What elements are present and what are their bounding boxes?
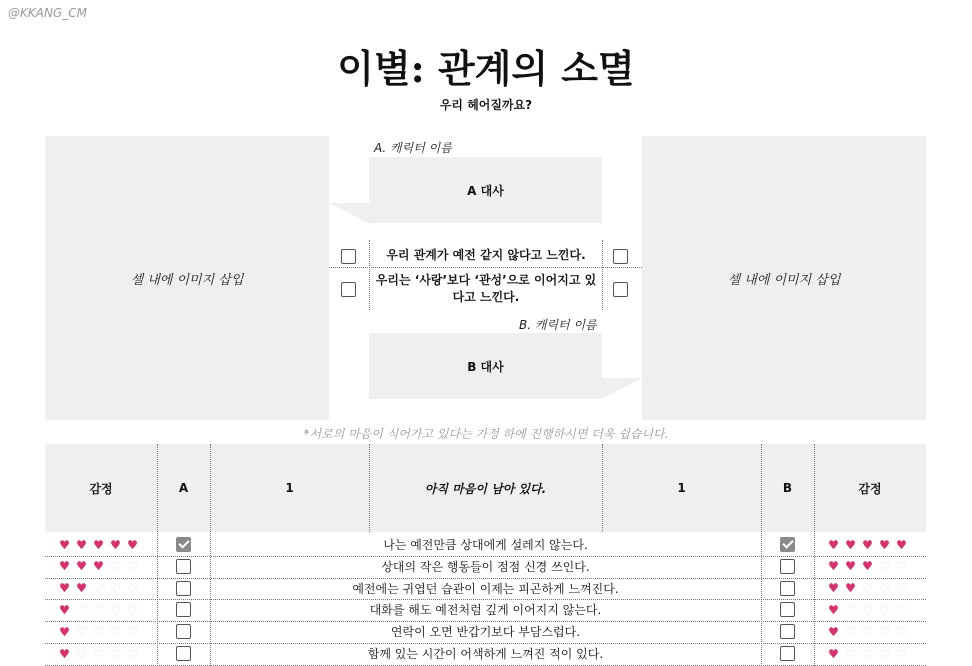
light-heart-icon: ♡ [127, 581, 138, 596]
broken-heart-icon: ♥ [59, 602, 70, 617]
light-heart-icon: ♡ [76, 624, 87, 639]
light-heart-icon: ♡ [93, 602, 104, 617]
header-b-score: 1 [602, 444, 761, 532]
broken-heart-icon: ♥ [59, 559, 70, 574]
row-b-checkbox[interactable] [780, 537, 795, 552]
light-heart-icon: ♡ [845, 602, 856, 617]
light-heart-icon: ♡ [879, 581, 890, 596]
row-a-checkbox[interactable] [176, 559, 191, 574]
emotion-hearts-right [826, 578, 909, 599]
emotion-hearts-left [57, 578, 140, 599]
table-column-divider [369, 444, 370, 532]
emotion-hearts-left [57, 599, 140, 620]
light-heart-icon: ♡ [879, 602, 890, 617]
header-emotion-left: 감정 [45, 444, 157, 532]
dialogue-bubble-a[interactable] [369, 157, 602, 223]
row-b-checkbox[interactable] [780, 559, 795, 574]
broken-heart-icon: ♥ [93, 537, 104, 552]
header-a: A [157, 444, 210, 532]
light-heart-icon: ♡ [110, 624, 121, 639]
table-column-divider [602, 444, 603, 532]
page-title: 이별: 관계의 소멸 [337, 46, 635, 91]
light-heart-icon: ♡ [127, 559, 138, 574]
broken-heart-icon: ♥ [845, 581, 856, 596]
instruction-note: *서로의 마음이 식어가고 있다는 가정 하에 진행하시면 더욱 쉽습니다. [303, 427, 669, 441]
statement-1-b-checkbox[interactable] [613, 249, 628, 264]
broken-heart-icon: ♥ [828, 624, 839, 639]
row-a-checkbox[interactable] [176, 581, 191, 596]
table-row-text: 연락이 오면 반갑기보다 부담스럽다. [390, 625, 581, 640]
row-a-checkbox[interactable] [176, 537, 191, 552]
statement-divider [602, 240, 603, 310]
header-b: B [761, 444, 814, 532]
header-emotion-right: 감정 [814, 444, 926, 532]
dialogue-bubble-b[interactable] [369, 333, 602, 399]
light-heart-icon: ♡ [862, 624, 873, 639]
statement-divider [329, 267, 642, 268]
row-b-checkbox[interactable] [780, 646, 795, 661]
emotion-hearts-left [57, 643, 140, 664]
broken-heart-icon: ♥ [845, 559, 856, 574]
broken-heart-icon: ♥ [93, 559, 104, 574]
broken-heart-icon: ♥ [59, 646, 70, 661]
light-heart-icon: ♡ [110, 646, 121, 661]
watermark: @KKANG_CM [8, 6, 87, 20]
row-b-checkbox[interactable] [780, 581, 795, 596]
broken-heart-icon: ♥ [845, 537, 856, 552]
table-row-text: 예전에는 귀엽던 습관이 이제는 피곤하게 느껴진다. [352, 581, 619, 596]
row-a-checkbox[interactable] [176, 624, 191, 639]
statement-2-a-checkbox[interactable] [341, 282, 356, 297]
light-heart-icon: ♡ [76, 646, 87, 661]
dialogue-a-label: A 대사 [467, 183, 504, 198]
table-row-text: 대화를 해도 예전처럼 깊게 이어지지 않는다. [369, 603, 602, 618]
row-b-checkbox[interactable] [780, 624, 795, 639]
light-heart-icon: ♡ [110, 559, 121, 574]
table-row-text: 함께 있는 시간이 어색하게 느껴진 적이 있다. [367, 647, 604, 661]
statement-2-text: 우리는 ‘사랑’보다 ‘관성’으로 이어지고 있다고 느낀다. [375, 273, 597, 304]
emotion-hearts-left [57, 621, 140, 642]
broken-heart-icon: ♥ [110, 537, 121, 552]
image-placeholder-label: 셀 내에 이미지 삽입 [130, 272, 244, 288]
statement-divider [369, 240, 370, 310]
header-a-score: 1 [210, 444, 369, 532]
light-heart-icon: ♡ [879, 646, 890, 661]
light-heart-icon: ♡ [93, 646, 104, 661]
character-a-name: A. 캐릭터 이름 [374, 141, 452, 155]
character-b-name: B. 캐릭터 이름 [519, 318, 597, 332]
emotion-hearts-right [826, 599, 909, 620]
light-heart-icon: ♡ [93, 581, 104, 596]
broken-heart-icon: ♥ [828, 581, 839, 596]
emotion-hearts-right [826, 643, 909, 664]
light-heart-icon: ♡ [93, 624, 104, 639]
light-heart-icon: ♡ [127, 646, 138, 661]
light-heart-icon: ♡ [896, 646, 907, 661]
bubble-a-tail [329, 203, 370, 224]
broken-heart-icon: ♥ [76, 581, 87, 596]
light-heart-icon: ♡ [110, 581, 121, 596]
light-heart-icon: ♡ [879, 624, 890, 639]
light-heart-icon: ♡ [896, 581, 907, 596]
light-heart-icon: ♡ [862, 602, 873, 617]
table-row-text: 나는 예전만큼 상대에게 설레지 않는다. [383, 538, 588, 552]
light-heart-icon: ♡ [845, 624, 856, 639]
broken-heart-icon: ♥ [862, 537, 873, 552]
light-heart-icon: ♡ [862, 581, 873, 596]
statement-2-b-checkbox[interactable] [613, 282, 628, 297]
broken-heart-icon: ♥ [76, 537, 87, 552]
emotion-hearts-right [826, 534, 909, 555]
light-heart-icon: ♡ [896, 559, 907, 574]
broken-heart-icon: ♥ [828, 559, 839, 574]
light-heart-icon: ♡ [862, 646, 873, 661]
page-subtitle: 우리 헤어질까요? [439, 98, 533, 112]
emotion-hearts-right [826, 621, 909, 642]
light-heart-icon: ♡ [896, 624, 907, 639]
emotion-hearts-right [826, 556, 909, 577]
statement-1-a-checkbox[interactable] [341, 249, 356, 264]
broken-heart-icon: ♥ [59, 537, 70, 552]
broken-heart-icon: ♥ [879, 537, 890, 552]
image-cell-a[interactable] [45, 136, 329, 420]
light-heart-icon: ♡ [110, 602, 121, 617]
row-b-checkbox[interactable] [780, 602, 795, 617]
broken-heart-icon: ♥ [828, 602, 839, 617]
light-heart-icon: ♡ [896, 602, 907, 617]
image-cell-b[interactable] [642, 136, 926, 420]
broken-heart-icon: ♥ [127, 537, 138, 552]
broken-heart-icon: ♥ [59, 624, 70, 639]
broken-heart-icon: ♥ [76, 559, 87, 574]
table-row-text: 상대의 작은 행동들이 점점 신경 쓰인다. [381, 559, 590, 574]
image-placeholder-label: 셀 내에 이미지 삽입 [727, 272, 841, 288]
light-heart-icon: ♡ [127, 624, 138, 639]
broken-heart-icon: ♥ [828, 646, 839, 661]
dialogue-b-label: B 대사 [467, 359, 504, 374]
light-heart-icon: ♡ [127, 602, 138, 617]
broken-heart-icon: ♥ [59, 581, 70, 596]
row-a-checkbox[interactable] [176, 602, 191, 617]
header-status: 아직 마음이 남아 있다. [369, 444, 602, 532]
light-heart-icon: ♡ [845, 646, 856, 661]
bubble-b-tail [601, 378, 642, 399]
broken-heart-icon: ♥ [862, 559, 873, 574]
light-heart-icon: ♡ [879, 559, 890, 574]
row-a-checkbox[interactable] [176, 646, 191, 661]
light-heart-icon: ♡ [76, 602, 87, 617]
broken-heart-icon: ♥ [896, 537, 907, 552]
broken-heart-icon: ♥ [828, 537, 839, 552]
emotion-hearts-left [57, 534, 140, 555]
emotion-hearts-left [57, 556, 140, 577]
statement-1-text: 우리 관계가 예전 같지 않다고 느낀다. [386, 247, 586, 262]
